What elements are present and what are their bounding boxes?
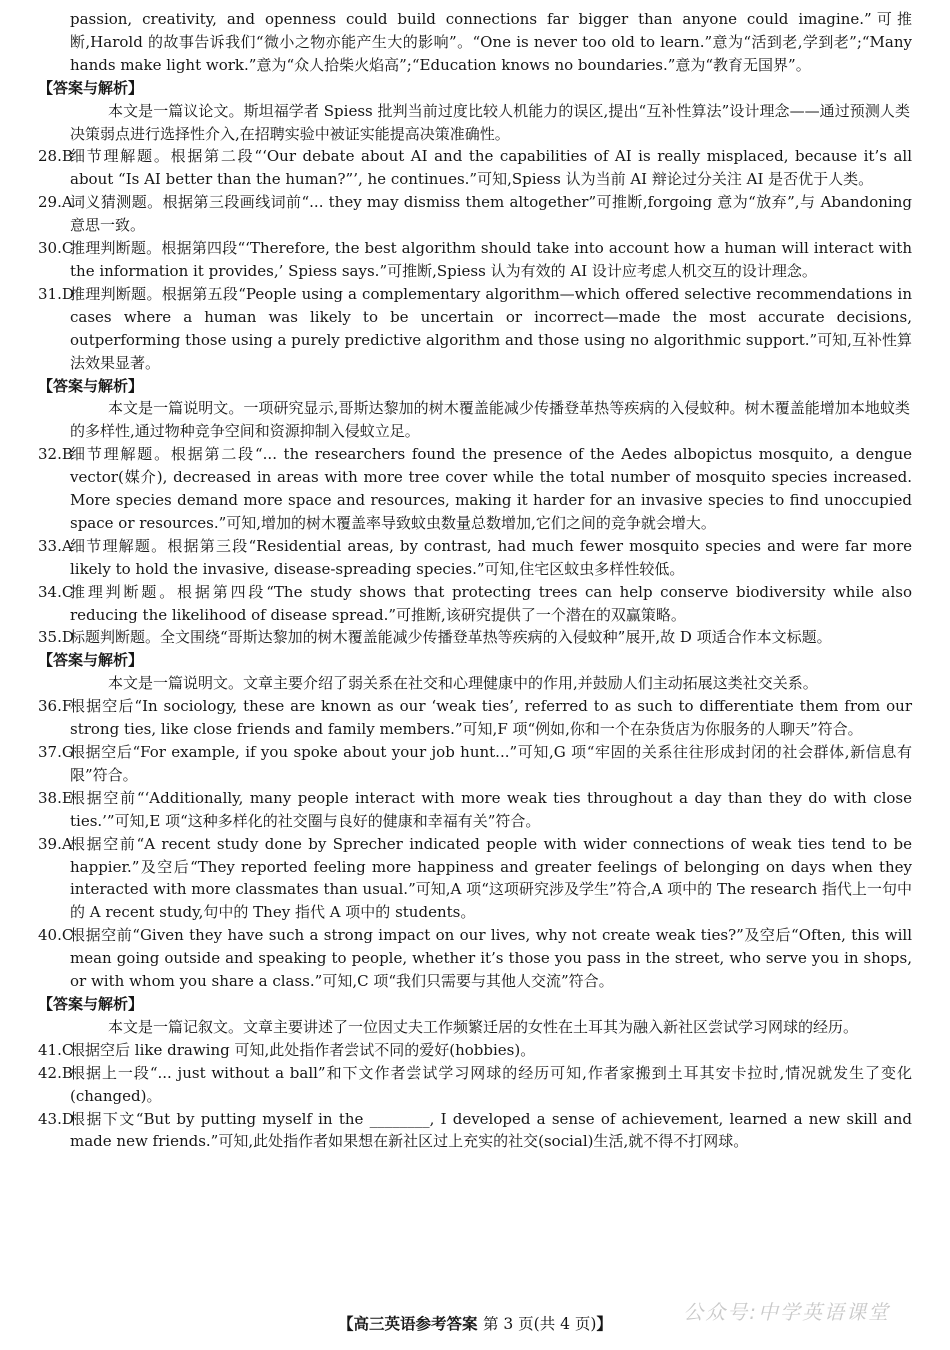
answer-explanation: 标题判断题。全文围绕“哥斯达黎加的树木覆盖能减少传播登革热等疾病的入侵蚊种”展开,故 D 项适合作本文标题。 — [70, 628, 832, 647]
answer-item — [38, 191, 912, 237]
answer-number: 39.A — [38, 834, 73, 853]
answer-item — [38, 741, 912, 787]
continued-paragraph: passion, creativity, and openness could build connections far bigger than anyone could imagine.”可推断,Harold 的故事告诉我们“微小之物亦能产生大的影响”。“One is never too old to learn.”意为“活到老,学到老”;“Many hands make light work.”意为“众人拾柴火焰高”;“Education knows no boundaries.”意为“教育无国界”。 — [70, 10, 912, 74]
watermark: 公众号:中学英语课堂 — [683, 1300, 890, 1324]
section-3 — [38, 649, 912, 993]
section-4 — [38, 993, 912, 1153]
section-intro: 本文是一篇记叙文。文章主要讲述了一位因丈夫工作频繁迁居的女性在土耳其为融入新社区尝试学习网球的经历。 — [108, 1017, 859, 1036]
answer-number: 33.A — [38, 536, 73, 555]
answer-item — [38, 833, 912, 925]
answer-explanation: 根据空后“In sociology, these are known as our ‘weak ties’, referred to as such to differentiate them from our strong ties, like close friends and family members.”可知,F 项“例如,你和一个在杂货店为你服务的人聊天”符合。 — [70, 697, 912, 739]
answer-item — [38, 237, 912, 283]
answer-explanation: 细节理解题。根据第三段“Residential areas, by contrast, had much fewer mosquito species and were far more likely to hold the invasive, disease-spreading species.”可知,住宅区蚊虫多样性较低。 — [70, 536, 912, 578]
answer-item — [38, 924, 912, 993]
answer-number: 35.D — [38, 628, 74, 647]
answer-item — [38, 443, 912, 535]
answer-number: 30.C — [38, 239, 74, 258]
answer-explanation: 细节理解题。根据第二段“... the researchers found the presence of the Aedes albopictus mosquito, a dengue vector(媒介), decreased in areas with more tree cover while the total number of mosquito species increased. More species demand more space and resources, making it harder for an invasive species to find unoccupied space or resources.”可知,增加的树木覆盖率导致蚊虫数量总数增加,它们之间的竞争就会增大。 — [70, 445, 912, 532]
answer-item — [38, 626, 912, 649]
answer-explanation: 根据下文“But by putting myself in the ________, I developed a sense of achievement, learned a new skill and made new friends.”可知,此处指作者如果想在新社区过上充实的社交(social)生活,就不得不打网球。 — [70, 1109, 912, 1151]
answer-explanation: 细节理解题。根据第二段“‘Our debate about AI and the capabilities of AI is really misplaced, because it’s all about “Is AI better than the human?”’, he continues.”可知,Spiess 认为当前 AI 辩论过分关注 AI 是否优于人类。 — [70, 147, 912, 189]
answer-number: 34.C — [38, 582, 74, 601]
answer-number: 43.D — [38, 1109, 74, 1128]
section-heading: 【答案与解析】 — [38, 651, 144, 670]
answer-explanation: 推理判断题。根据第五段“People using a complementary algorithm—which offered selective recommendations in cases where a human was likely to be uncertain or incorrect—made the most accurate decisions, outperforming those using a purely predictive algorithm and those using no algorithmic support.”可知,互补性算法效果显著。 — [70, 284, 912, 372]
answer-item — [38, 581, 912, 627]
section-2 — [38, 375, 912, 650]
section-heading: 【答案与解析】 — [38, 78, 144, 97]
answer-explanation: 词义猜测题。根据第三段画线词前“... they may dismiss them altogether”可推断,forgoing 意为“放弃”,与 Abandoning 意思一致。 — [70, 193, 912, 235]
answer-number: 40.C — [38, 926, 74, 945]
answer-explanation: 根据空后 like drawing 可知,此处指作者尝试不同的爱好(hobbies)。 — [70, 1040, 536, 1059]
section-1 — [38, 77, 912, 375]
answer-number: 38.E — [38, 788, 73, 807]
answer-item — [38, 535, 912, 581]
answer-item — [38, 1039, 912, 1062]
answer-item — [38, 283, 912, 375]
answer-number: 41.C — [38, 1040, 74, 1059]
footer-title: 【高三英语参考答案 — [338, 1315, 478, 1333]
answer-number: 36.F — [38, 697, 73, 716]
answer-item — [38, 1062, 912, 1108]
answer-number: 28.B — [38, 147, 73, 166]
answer-item — [38, 145, 912, 191]
footer-bracket: 】 — [596, 1315, 612, 1333]
answer-explanation: 根据上一段“... just without a ball”和下文作者尝试学习网球的经历可知,作者家搬到土耳其安卡拉时,情况就发生了变化(changed)。 — [70, 1063, 912, 1105]
answer-explanation: 推理判断题。根据第四段“‘Therefore, the best algorithm should take into account how a human will interact with the information it provides,’ Spiess says.”可推断,Spiess 认为有效的 AI 设计应考虑人机交互的设计理念。 — [70, 239, 912, 280]
section-intro: 本文是一篇议论文。斯坦福学者 Spiess 批判当前过度比较人机能力的误区,提出“互补性算法”设计理念——通过预测人类决策弱点进行选择性介入,在招聘实验中被证实能提高决策准确性。 — [70, 101, 910, 143]
answer-explanation: 根据空前“‘Additionally, many people interact with more weak ties throughout a day than they do with close ties.’”可知,E 项“这种多样化的社交圈与良好的健康和幸福有关”符合。 — [70, 788, 912, 830]
answer-page — [38, 8, 912, 1153]
section-intro: 本文是一篇说明文。文章主要介绍了弱关系在社交和心理健康中的作用,并鼓励人们主动拓展这类社交关系。 — [108, 674, 818, 693]
answer-number: 42.B — [38, 1063, 73, 1082]
answer-item — [38, 1108, 912, 1154]
answer-explanation: 根据空前“A recent study done by Sprecher indicated people with wider connections of weak ties tend to be happier.”及空后“They reported feeling more happiness and greater feelings of belonging on days when they interacted with more classmates than usual.”可知,A 项“这项研究涉及学生”符合,A 项中的 The research 指代上一句中的 A recent study,句中的 They 指代 A 项中的 students。 — [70, 834, 912, 922]
answer-item — [38, 787, 912, 833]
section-heading: 【答案与解析】 — [38, 994, 144, 1013]
answer-explanation: 根据空后“For example, if you spoke about your job hunt...”可知,G 项“牢固的关系往往形成封闭的社会群体,新信息有限”符合。 — [70, 743, 912, 784]
answer-number: 37.G — [38, 743, 74, 761]
answer-number: 29.A — [38, 193, 73, 212]
answer-number: 32.B — [38, 445, 73, 464]
answer-explanation: 根据空前“Given they have such a strong impact on our lives, why not create weak ties?”及空后“Often, this will mean going outside and speaking to people, whether it’s those you pass in the street, who serve you in shops, or with whom you share a class.”可知,C 项“我们只需要与其他人交流”符合。 — [70, 926, 912, 991]
answer-explanation: 推理判断题。根据第四段“The study shows that protecting trees can help conserve biodiversity while also reducing the likelihood of disease spread.”可推断,该研究提供了一个潜在的双赢策略。 — [70, 582, 912, 624]
section-intro: 本文是一篇说明文。一项研究显示,哥斯达黎加的树木覆盖能减少传播登革热等疾病的入侵蚊种。树木覆盖能增加本地蚊类的多样性,通过物种竞争空间和资源抑制入侵蚊立足。 — [70, 399, 910, 441]
answer-number: 31.D — [38, 284, 74, 303]
answer-item — [38, 695, 912, 741]
footer-page-number: 第 3 页(共 4 页) — [482, 1315, 597, 1333]
section-heading: 【答案与解析】 — [38, 376, 144, 395]
